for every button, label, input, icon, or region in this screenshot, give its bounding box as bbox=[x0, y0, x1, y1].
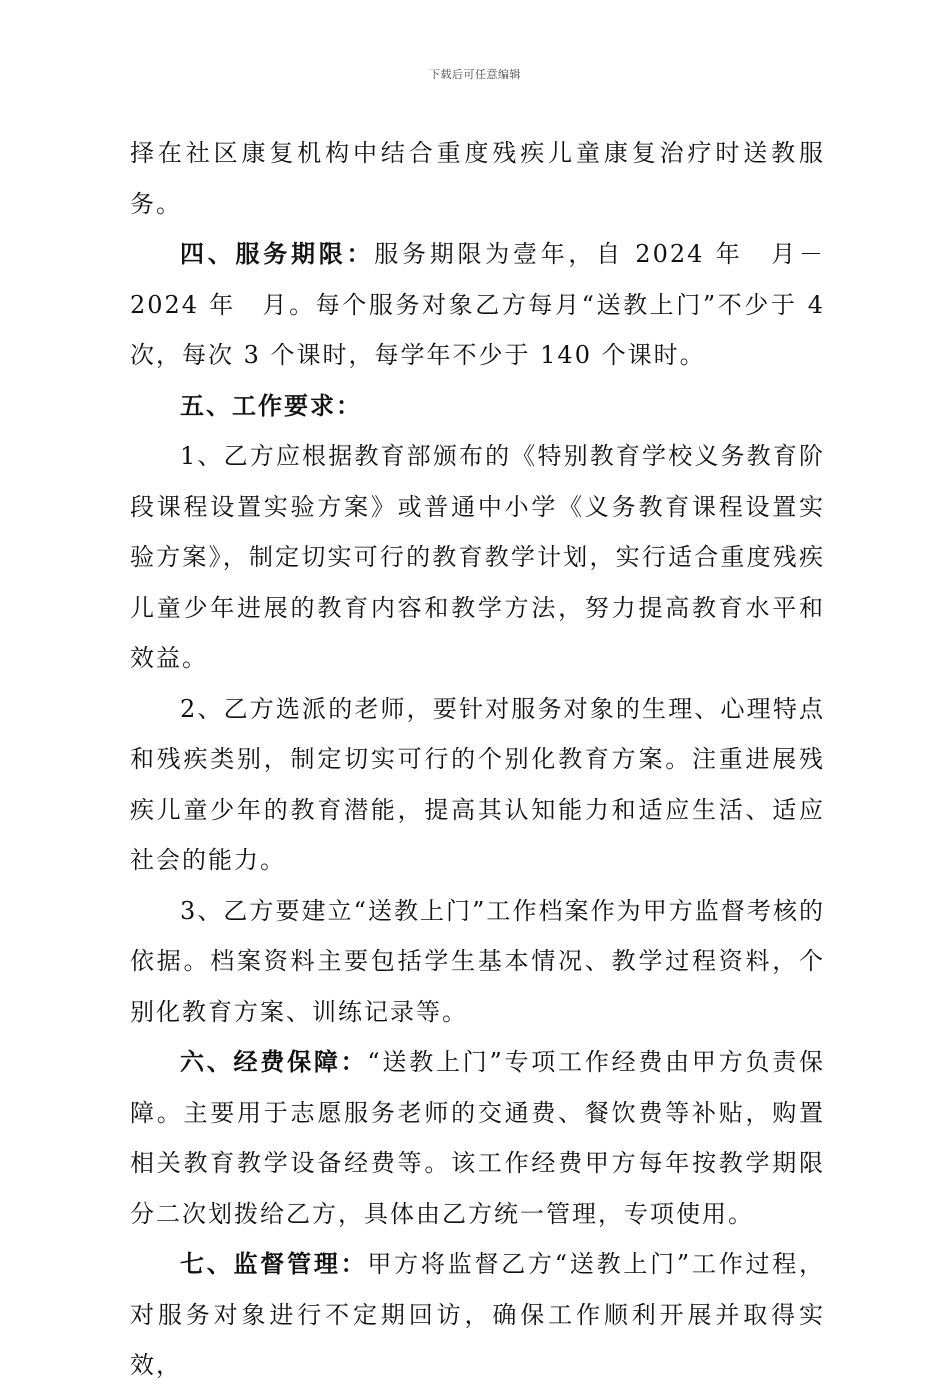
paragraph-service-period bbox=[130, 229, 825, 381]
paragraph-funding bbox=[130, 1037, 825, 1239]
service-period-text: 服务期限为壹年，自 2024 年 月－2024 年 月。每个服务对象乙方每月“送教上门”不少于 4 次，每次 3 个课时，每学年不少于 140 个课时。 bbox=[130, 240, 825, 369]
paragraph-supervision bbox=[130, 1239, 825, 1391]
funding-text: “送教上门”专项工作经费由甲方负责保障。主要用于志愿服务老师的交通费、餐饮费等补贴，购置相关教育教学设备经费等。该工作经费甲方每年按教学期限分二次划拨给乙方，具体由乙方统一管理，专项使用。 bbox=[130, 1048, 825, 1228]
section-heading-funding: 六、经费保障： bbox=[180, 1047, 368, 1076]
section-heading-supervision: 七、监督管理： bbox=[180, 1249, 368, 1278]
page-header: 下载后可任意编辑 bbox=[429, 68, 521, 81]
requirement-item-2: 2、乙方选派的老师，要针对服务对象的生理、心理特点和残疾类别，制定切实可行的个别化教育方案。注重进展残疾儿童少年的教育潜能，提高其认知能力和适应生活、适应社会的能力。 bbox=[130, 694, 825, 874]
paragraph-continuation: 择在社区康复机构中结合重度残疾儿童康复治疗时送教服务。 bbox=[130, 139, 825, 218]
section-heading-work-requirements: 五、工作要求： bbox=[180, 390, 362, 420]
requirement-item-3: 3、乙方要建立“送教上门”工作档案作为甲方监督考核的依据。档案资料主要包括学生基本情况、教学过程资料，个别化教育方案、训练记录等。 bbox=[130, 896, 825, 1026]
document-body bbox=[130, 128, 825, 1391]
supervision-text: 甲方将监督乙方“送教上门”工作过程，对服务对象进行不定期回访，确保工作顺利开展并取得实效， bbox=[130, 1250, 825, 1379]
section-heading-service-period: 四、服务期限： bbox=[180, 239, 375, 268]
requirement-item-1: 1、乙方应根据教育部颁布的《特别教育学校义务教育阶段课程设置实验方案》或普通中小学《义务教育课程设置实验方案》，制定切实可行的教育教学计划，实行适合重度残疾儿童少年进展的教育内容和教学方法，努力提高教育水平和效益。 bbox=[130, 442, 825, 672]
